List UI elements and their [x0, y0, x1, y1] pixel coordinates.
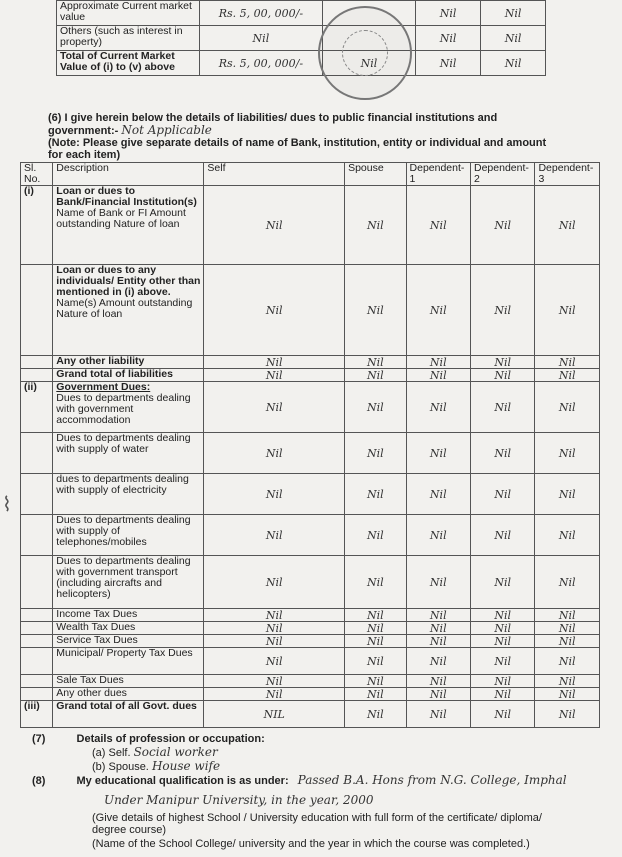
row-value: Nil: [345, 515, 406, 556]
row-description: [53, 648, 204, 675]
row-serial: [21, 635, 53, 648]
row-subtext: Name of Bank or FI Amount outstanding Nature of loan: [56, 207, 186, 230]
row-value: Nil: [345, 701, 406, 728]
row-value: Nil: [406, 515, 470, 556]
row-description: [53, 556, 204, 609]
table-row: [21, 356, 600, 369]
row-value: Nil: [471, 474, 535, 515]
table-row: [21, 556, 600, 609]
row-subtext: Dues to departments dealing with government transport (including aircrafts and helicopters): [56, 555, 191, 600]
row-value: Nil: [535, 186, 600, 265]
row-value: Nil: [204, 622, 345, 635]
row-value: Nil: [406, 648, 470, 675]
row-value: Nil: [471, 622, 535, 635]
row-description: [53, 265, 204, 356]
row-value: Nil: [204, 556, 345, 609]
row-description: [53, 186, 204, 265]
row-title: Loan or dues to any individuals/ Entity other than mentioned in (i) above.: [56, 264, 201, 298]
row-value: Nil: [471, 265, 535, 356]
row-serial: [21, 265, 53, 356]
row-serial: [21, 622, 53, 635]
row-value: Nil: [345, 433, 406, 474]
row-value: Nil: [345, 675, 406, 688]
row-description: [53, 369, 204, 382]
row-serial: (ii): [21, 382, 53, 433]
row-value: Nil: [204, 609, 345, 622]
self-occupation: (a) Self. Social worker: [92, 745, 218, 759]
row-title: Government Dues:: [56, 381, 151, 393]
assets-summary-cell-self: Nil: [200, 26, 323, 51]
row-value: Nil: [406, 382, 470, 433]
section-6-heading: (6) I give herein below the details of liabilities/ dues to public financial institutions and government:- Not Applicable (Note: Please give separate details of name of Bank, institution, entity or individual and amount for each item): [48, 112, 558, 161]
row-value: Nil: [471, 675, 535, 688]
assets-summary-cell-self: Rs. 5, 00, 000/-: [200, 1, 323, 26]
row-value: Nil: [471, 186, 535, 265]
row-value: Nil: [406, 701, 470, 728]
assets-summary-cell-c2: Nil: [416, 1, 481, 26]
row-description: [53, 675, 204, 688]
row-serial: [21, 515, 53, 556]
row-value: Nil: [204, 433, 345, 474]
column-header: Spouse: [345, 163, 406, 186]
row-subtext: Municipal/ Property Tax Dues: [56, 647, 193, 659]
row-value: Nil: [204, 635, 345, 648]
row-subtext: Dues to departments dealing with supply of telephones/mobiles: [56, 514, 191, 548]
table-row: [21, 701, 600, 728]
liabilities-table: [20, 162, 600, 728]
row-subtext: Service Tax Dues: [56, 634, 138, 646]
row-serial: (i): [21, 186, 53, 265]
column-header: Dependent-1: [406, 163, 470, 186]
row-value: Nil: [204, 648, 345, 675]
table-row: [21, 186, 600, 265]
assets-summary-cell-c3: Nil: [481, 51, 546, 76]
row-value: Nil: [471, 648, 535, 675]
row-value: Nil: [204, 186, 345, 265]
row-value: Nil: [406, 556, 470, 609]
row-subtext: dues to departments dealing with supply of electricity: [56, 473, 189, 496]
column-header: Dependent-2: [471, 163, 535, 186]
row-value: Nil: [345, 382, 406, 433]
row-value: Nil: [204, 369, 345, 382]
row-value: Nil: [471, 635, 535, 648]
education-instruction: (Give details of highest School / University education with full form of the certificate/ diploma/ degree course): [92, 812, 542, 836]
row-subtext: Income Tax Dues: [56, 608, 138, 620]
assets-summary-cell-desc: Others (such as interest in property): [57, 26, 200, 51]
row-serial: [21, 474, 53, 515]
row-value: Nil: [471, 556, 535, 609]
table-row: [21, 675, 600, 688]
row-value: Nil: [204, 675, 345, 688]
row-subtext: Any other dues: [56, 687, 127, 699]
table-row: [21, 635, 600, 648]
assets-summary-row: [57, 51, 546, 76]
row-value: Nil: [406, 186, 470, 265]
row-value: Nil: [471, 515, 535, 556]
row-value: Nil: [535, 356, 600, 369]
assets-summary-row: [57, 26, 546, 51]
row-value: Nil: [345, 635, 406, 648]
column-header: Self: [204, 163, 345, 186]
row-value: Nil: [406, 675, 470, 688]
row-subtext: Wealth Tax Dues: [56, 621, 136, 633]
column-header: Dependent-3: [535, 163, 600, 186]
row-value: Nil: [406, 609, 470, 622]
row-value: Nil: [345, 186, 406, 265]
row-value: Nil: [345, 474, 406, 515]
row-value: Nil: [535, 433, 600, 474]
row-serial: [21, 609, 53, 622]
row-title: Grand total of liabilities: [56, 368, 173, 380]
row-description: [53, 609, 204, 622]
row-value: Nil: [406, 433, 470, 474]
section-7: (7) Details of profession or occupation:: [32, 733, 265, 745]
row-subtext: Dues to departments dealing with government accommodation: [56, 392, 191, 426]
row-value: Nil: [406, 265, 470, 356]
row-value: Nil: [535, 369, 600, 382]
row-value: Nil: [345, 609, 406, 622]
assets-summary-cell-c3: Nil: [481, 1, 546, 26]
row-value: Nil: [471, 433, 535, 474]
row-title: Any other liability: [56, 355, 145, 367]
row-serial: (iii): [21, 701, 53, 728]
row-value: Nil: [204, 265, 345, 356]
table-row: [21, 369, 600, 382]
row-subtext: Name(s) Amount outstanding Nature of loan: [56, 297, 193, 320]
row-value: Nil: [406, 622, 470, 635]
row-description: [53, 433, 204, 474]
row-value: Nil: [406, 369, 470, 382]
row-value: Nil: [535, 474, 600, 515]
education-instruction-2: (Name of the School College/ university and the year in which the course was completed.): [92, 838, 530, 850]
row-serial: [21, 556, 53, 609]
row-description: [53, 356, 204, 369]
section-8: (8) My educational qualification is as under: Passed B.A. Hons from N.G. College, Imphal: [32, 773, 567, 787]
row-description: [53, 515, 204, 556]
row-description: [53, 635, 204, 648]
row-value: Nil: [471, 688, 535, 701]
row-serial: [21, 648, 53, 675]
row-serial: [21, 433, 53, 474]
row-value: Nil: [471, 382, 535, 433]
row-subtext: Dues to departments dealing with supply of water: [56, 432, 191, 455]
column-header: Sl. No.: [21, 163, 53, 186]
row-description: [53, 474, 204, 515]
row-value: Nil: [345, 356, 406, 369]
row-value: Nil: [535, 515, 600, 556]
row-value: Nil: [535, 648, 600, 675]
assets-summary-cell-c3: Nil: [481, 26, 546, 51]
table-row: [21, 609, 600, 622]
assets-summary-cell-desc: Total of Current Market Value of (i) to (v) above: [57, 51, 200, 76]
row-value: Nil: [535, 382, 600, 433]
section-6-note: (Note: Please give separate details of name of Bank, institution, entity or individual and amount for each item): [48, 137, 547, 161]
row-value: Nil: [471, 701, 535, 728]
row-value: Nil: [204, 356, 345, 369]
row-value: Nil: [345, 648, 406, 675]
table-row: [21, 648, 600, 675]
row-value: Nil: [204, 688, 345, 701]
row-value: Nil: [535, 609, 600, 622]
not-applicable-note: Not Applicable: [121, 123, 212, 137]
assets-summary-cell-c2: Nil: [416, 26, 481, 51]
row-value: Nil: [406, 635, 470, 648]
row-value: Nil: [204, 382, 345, 433]
row-description: [53, 701, 204, 728]
row-description: [53, 382, 204, 433]
assets-summary-cell-self: Rs. 5, 00, 000/-: [200, 51, 323, 76]
row-title: Grand total of all Govt. dues: [56, 700, 197, 712]
row-value: Nil: [535, 265, 600, 356]
row-value: Nil: [204, 474, 345, 515]
row-value: Nil: [204, 515, 345, 556]
assets-summary-row: [57, 1, 546, 26]
row-value: Nil: [406, 356, 470, 369]
row-value: Nil: [345, 622, 406, 635]
row-value: Nil: [345, 556, 406, 609]
assets-summary-table: [56, 0, 546, 76]
row-value: Nil: [535, 701, 600, 728]
row-value: Nil: [345, 369, 406, 382]
spouse-occupation: (b) Spouse. House wife: [92, 759, 221, 773]
row-value: Nil: [535, 688, 600, 701]
row-serial: [21, 675, 53, 688]
table-row: [21, 382, 600, 433]
row-value: Nil: [345, 265, 406, 356]
row-value: Nil: [535, 622, 600, 635]
row-value: Nil: [406, 474, 470, 515]
row-value: Nil: [535, 556, 600, 609]
row-subtext: Sale Tax Dues: [56, 674, 124, 686]
row-value: Nil: [471, 369, 535, 382]
table-row: [21, 265, 600, 356]
row-description: [53, 622, 204, 635]
education-value-line2: Under Manipur University, in the year, 2000: [104, 793, 374, 807]
table-row: [21, 515, 600, 556]
row-value: Nil: [471, 609, 535, 622]
row-value: Nil: [406, 688, 470, 701]
table-row: [21, 433, 600, 474]
official-seal-stamp: [318, 6, 412, 100]
row-serial: [21, 688, 53, 701]
row-value: Nil: [535, 675, 600, 688]
row-serial: [21, 369, 53, 382]
assets-summary-cell-c1: Nil: [322, 51, 415, 76]
table-row: [21, 688, 600, 701]
table-row: [21, 622, 600, 635]
row-value: Nil: [535, 635, 600, 648]
margin-pen-mark: ⌇: [2, 494, 12, 516]
table-row: [21, 474, 600, 515]
column-header: Description: [53, 163, 204, 186]
assets-summary-cell-c2: Nil: [416, 51, 481, 76]
row-value: NIL: [204, 701, 345, 728]
row-value: Nil: [345, 688, 406, 701]
education-value-line1: Passed B.A. Hons from N.G. College, Imphal: [297, 773, 567, 787]
row-value: Nil: [471, 356, 535, 369]
row-title: Loan or dues to Bank/Financial Institution(s): [56, 185, 197, 208]
assets-summary-cell-desc: Approximate Current market value: [57, 1, 200, 26]
row-description: [53, 688, 204, 701]
row-serial: [21, 356, 53, 369]
